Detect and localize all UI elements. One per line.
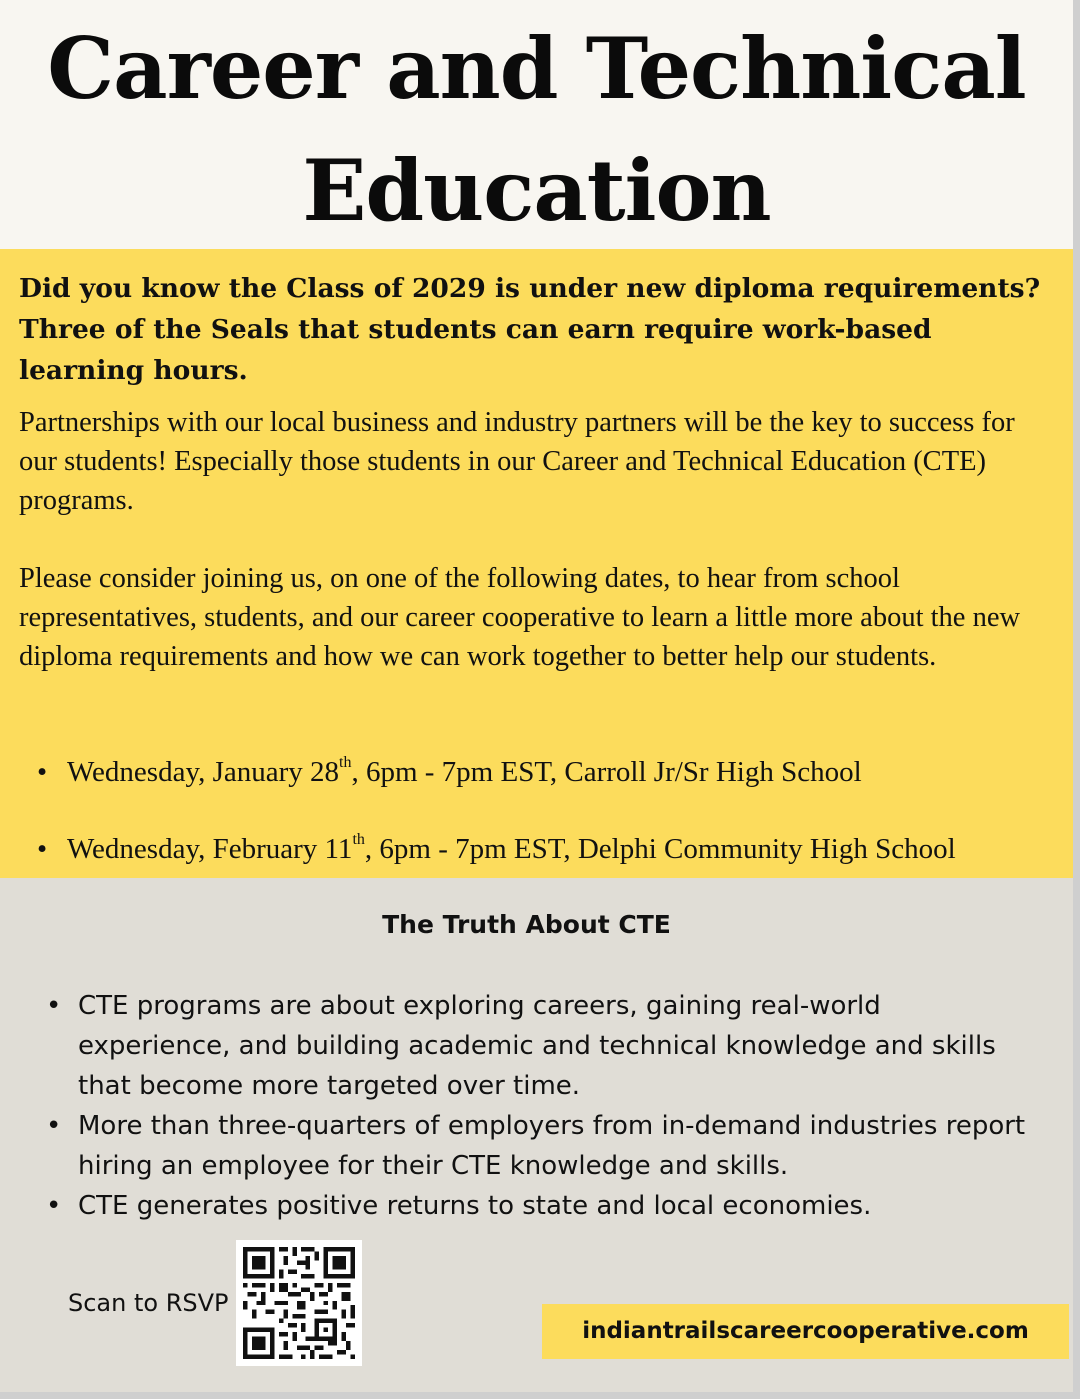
truth-item-text: CTE generates positive returns to state and local economies. — [78, 1191, 872, 1221]
event-day: Wednesday, January 28 — [67, 756, 340, 788]
truth-item-text: CTE programs are about exploring careers, gaining real-world experience, and building academic and technical knowledge and skills that become more targeted over time. — [78, 991, 996, 1101]
ordinal-suffix: th — [352, 831, 365, 848]
invitation-paragraph: Please consider joining us, on one of the following dates, to hear from school representatives, students, and our career cooperative to learn a little more about the new diploma requirements and how we can work together to better help our students. — [19, 563, 1021, 672]
bullet-icon: • — [37, 833, 48, 865]
qr-code-graphic — [243, 1247, 355, 1359]
truth-item-text: More than three-quarters of employers from in-demand industries report hiring an employee for their CTE knowledge and skills. — [78, 1111, 1026, 1181]
bullet-icon: • — [37, 756, 48, 788]
event-day: Wednesday, February 11 — [67, 833, 353, 865]
title-line-2: Education — [302, 141, 771, 240]
title-line-1: Career and Technical — [47, 19, 1026, 118]
truth-list-item — [46, 986, 1036, 1106]
qr-code-icon[interactable] — [236, 1240, 362, 1366]
event-date-text — [67, 752, 862, 792]
bullet-icon: • — [46, 991, 62, 1021]
partnership-paragraph: Partnerships with our local business and industry partners will be the key to success for our students! Especially those students in our Career and Technical Education (CTE) programs. — [19, 407, 1015, 516]
event-date-text — [67, 829, 956, 869]
flyer-header — [0, 0, 1073, 249]
rsvp-label: Scan to RSVP — [68, 1289, 229, 1317]
truth-list-item — [46, 1186, 1036, 1226]
truth-list — [46, 986, 1036, 1226]
page-shadow-right — [1073, 0, 1080, 1399]
truth-title: The Truth About CTE — [382, 910, 671, 939]
bullet-icon: • — [46, 1111, 62, 1141]
website-link[interactable]: indiantrailscareercooperative.com — [542, 1304, 1069, 1359]
bullet-icon: • — [46, 1191, 62, 1221]
page-shadow-bottom — [0, 1392, 1080, 1399]
truth-list-item — [46, 1106, 1036, 1186]
event-details: , 6pm - 7pm EST, Delphi Community High School — [364, 833, 956, 865]
intro-bold-text: Did you know the Class of 2029 is under new diploma requirements? Three of the Seals that students can earn require work-based learning hours. — [19, 273, 1041, 386]
flyer-title — [0, 0, 1073, 252]
ordinal-suffix: th — [339, 754, 352, 771]
event-details: , 6pm - 7pm EST, Carroll Jr/Sr High School — [351, 756, 862, 788]
